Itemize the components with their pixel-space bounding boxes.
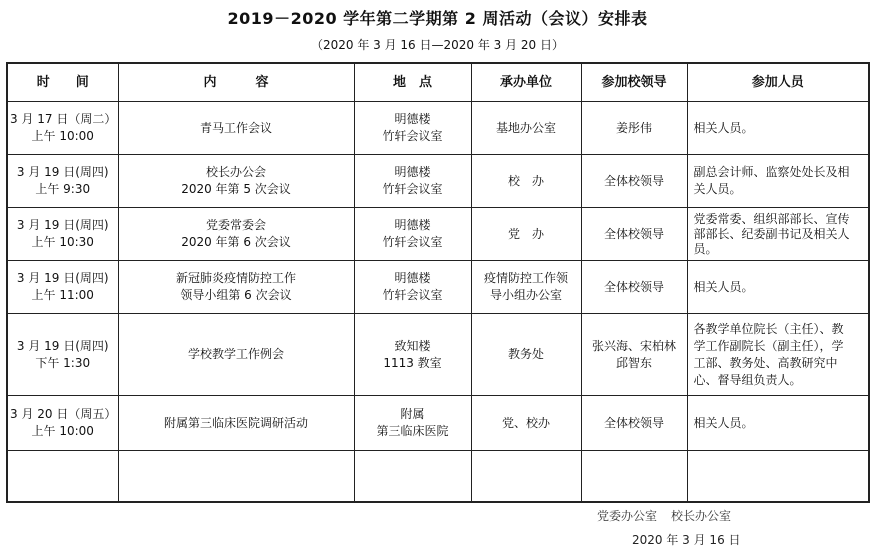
cell-time: 3 月 19 日(周四) 下午 1:30 [7,314,118,396]
cell-organizer: 基地办公室 [471,102,581,155]
cell-content: 校长办公会 2020 年第 5 次会议 [118,155,354,208]
table-row [7,155,869,208]
col-header-location: 地 点 [354,63,471,102]
table-row [7,102,869,155]
table-row [7,208,869,261]
empty-cell [354,451,471,502]
cell-attendees: 相关人员。 [687,261,869,314]
table-row [7,396,869,451]
cell-content: 附属第三临床医院调研活动 [118,396,354,451]
cell-attendees: 党委常委、组织部部长、宣传 部部长、纪委副书记及相关人 员。 [687,208,869,261]
cell-content: 新冠肺炎疫情防控工作 领导小组第 6 次会议 [118,261,354,314]
cell-time: 3 月 17 日（周二） 上午 10:00 [7,102,118,155]
col-header-organizer: 承办单位 [471,63,581,102]
empty-cell [7,451,118,502]
empty-cell [687,451,869,502]
cell-organizer: 党 办 [471,208,581,261]
col-header-leaders: 参加校领导 [581,63,687,102]
cell-leaders: 全体校领导 [581,396,687,451]
cell-attendees: 相关人员。 [687,396,869,451]
schedule-table [6,62,870,503]
cell-organizer: 校 办 [471,155,581,208]
empty-cell [118,451,354,502]
table-row [7,261,869,314]
footer-office-party: 党委办公室 [597,509,658,523]
cell-leaders: 全体校领导 [581,208,687,261]
col-header-time: 时 间 [7,63,118,102]
col-header-content: 内 容 [118,63,354,102]
cell-leaders: 姜彤伟 [581,102,687,155]
cell-location: 明德楼 竹轩会议室 [354,102,471,155]
cell-attendees: 副总会计师、监察处处长及相 关人员。 [687,155,869,208]
cell-location: 明德楼 竹轩会议室 [354,261,471,314]
cell-organizer: 疫情防控工作领 导小组办公室 [471,261,581,314]
cell-time: 3 月 20 日（周五） 上午 10:00 [7,396,118,451]
table-row [7,314,869,396]
footer-date: 2020 年 3 月 16 日 [632,533,741,547]
page-title: 2019－2020 学年第二学期第 2 周活动（会议）安排表 [227,9,648,28]
cell-attendees: 各教学单位院长（主任）、教 学工作副院长（副主任），学 工部、教务处、高教研究中 心、督导组负责人。 [687,314,869,396]
footer-office-president: 校长办公室 [671,509,732,523]
cell-content: 青马工作会议 [118,102,354,155]
col-header-attendees: 参加人员 [687,63,869,102]
cell-location: 明德楼 竹轩会议室 [354,208,471,261]
header-row [7,63,869,102]
empty-cell [581,451,687,502]
cell-attendees: 相关人员。 [687,102,869,155]
cell-content: 学校教学工作例会 [118,314,354,396]
cell-location: 附属 第三临床医院 [354,396,471,451]
cell-time: 3 月 19 日(周四) 上午 10:30 [7,208,118,261]
cell-location: 明德楼 竹轩会议室 [354,155,471,208]
cell-leaders: 张兴海、宋柏林 邱智东 [581,314,687,396]
cell-organizer: 党、校办 [471,396,581,451]
footer-issuers [597,507,731,524]
page-subtitle: （2020 年 3 月 16 日—2020 年 3 月 20 日） [310,38,565,52]
cell-location: 致知楼 1113 教室 [354,314,471,396]
cell-time: 3 月 19 日(周四) 上午 11:00 [7,261,118,314]
cell-content: 党委常委会 2020 年第 6 次会议 [118,208,354,261]
empty-row [7,451,869,502]
cell-organizer: 教务处 [471,314,581,396]
cell-leaders: 全体校领导 [581,261,687,314]
cell-leaders: 全体校领导 [581,155,687,208]
empty-cell [471,451,581,502]
cell-time: 3 月 19 日(周四) 上午 9:30 [7,155,118,208]
